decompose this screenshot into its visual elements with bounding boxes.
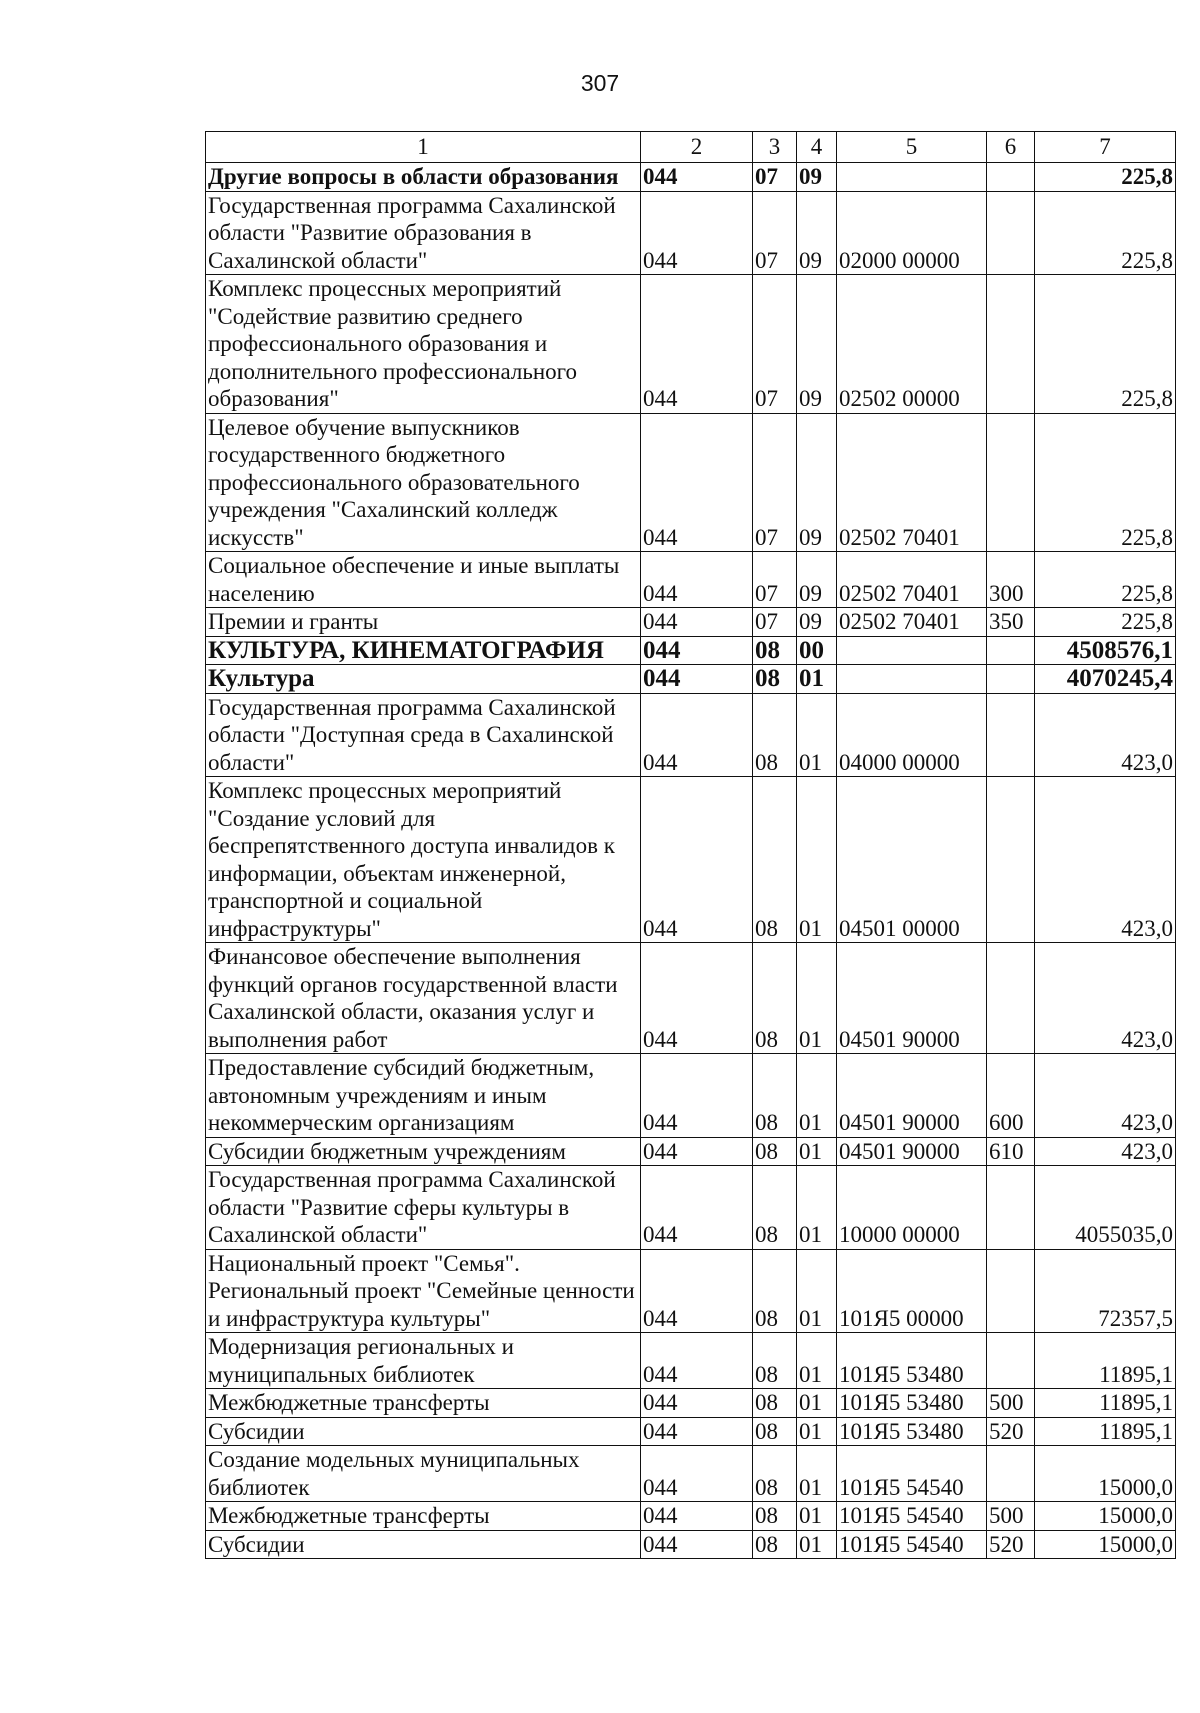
row-name-cell: Комплекс процессных мероприятий "Создание условий для беспрепятственного доступа инвалидов к информации, объектам инженерной, транспортной и социальной инфраструктуры" [206,777,641,943]
amount-cell: 11895,1 [1035,1389,1176,1418]
division-code-cell: 08 [753,943,797,1054]
division-code-cell: 07 [753,275,797,414]
section-code-cell: 044 [641,777,753,943]
row-name-cell: Социальное обеспечение и иные выплаты населению [206,552,641,608]
division-code-cell: 08 [753,1389,797,1418]
subdivision-code-cell: 01 [797,1249,837,1333]
section-code-cell: 044 [641,1502,753,1531]
subdivision-code-cell: 01 [797,777,837,943]
section-code-cell: 044 [641,1446,753,1502]
row-name-cell: Целевое обучение выпускников государственного бюджетного профессионального образовательного учреждения "Сахалинский колледж искусств" [206,413,641,552]
expense-type-cell: 300 [987,552,1035,608]
expense-type-cell: 600 [987,1054,1035,1138]
row-name-cell: Создание модельных муниципальных библиотек [206,1446,641,1502]
table-row [206,665,1176,694]
table-row [206,1137,1176,1166]
subdivision-code-cell: 01 [797,1417,837,1446]
target-article-cell: 101Я5 53480 [837,1333,987,1389]
amount-cell: 4055035,0 [1035,1166,1176,1250]
row-name-cell: Модернизация региональных и муниципальных библиотек [206,1333,641,1389]
row-name-cell: Другие вопросы в области образования [206,163,641,192]
subdivision-code-cell: 01 [797,1333,837,1389]
expense-type-cell [987,1249,1035,1333]
column-header-7: 7 [1035,132,1176,163]
target-article-cell: 04000 00000 [837,693,987,777]
row-name-cell: Национальный проект "Семья". Региональный проект "Семейные ценности и инфраструктура культуры" [206,1249,641,1333]
expense-type-cell: 520 [987,1417,1035,1446]
target-article-cell: 04501 00000 [837,777,987,943]
row-name-cell: Субсидии [206,1417,641,1446]
subdivision-code-cell: 01 [797,1389,837,1418]
target-article-cell: 101Я5 53480 [837,1389,987,1418]
table-row [206,413,1176,552]
division-code-cell: 07 [753,413,797,552]
amount-cell: 225,8 [1035,275,1176,414]
table-row [206,1446,1176,1502]
table-row [206,608,1176,637]
column-header-5: 5 [837,132,987,163]
table-row [206,1249,1176,1333]
expense-type-cell [987,1333,1035,1389]
section-code-cell: 044 [641,1137,753,1166]
target-article-cell: 101Я5 54540 [837,1446,987,1502]
division-code-cell: 08 [753,1446,797,1502]
table-row [206,1502,1176,1531]
amount-cell: 4508576,1 [1035,636,1176,665]
table-row [206,191,1176,275]
subdivision-code-cell: 09 [797,552,837,608]
expense-type-cell [987,777,1035,943]
expense-type-cell [987,1166,1035,1250]
division-code-cell: 08 [753,636,797,665]
section-code-cell: 044 [641,1054,753,1138]
row-name-cell: Межбюджетные трансферты [206,1389,641,1418]
subdivision-code-cell: 09 [797,191,837,275]
target-article-cell: 02502 00000 [837,275,987,414]
expense-type-cell: 520 [987,1530,1035,1559]
row-name-cell: Государственная программа Сахалинской области "Развитие сферы культуры в Сахалинской области" [206,1166,641,1250]
table-row [206,777,1176,943]
target-article-cell: 10000 00000 [837,1166,987,1250]
subdivision-code-cell: 01 [797,1166,837,1250]
division-code-cell: 08 [753,665,797,694]
subdivision-code-cell: 01 [797,1530,837,1559]
target-article-cell: 101Я5 53480 [837,1417,987,1446]
row-name-cell: Субсидии бюджетным учреждениям [206,1137,641,1166]
target-article-cell: 04501 90000 [837,1137,987,1166]
division-code-cell: 07 [753,163,797,192]
amount-cell: 225,8 [1035,413,1176,552]
amount-cell: 423,0 [1035,943,1176,1054]
division-code-cell: 08 [753,1249,797,1333]
amount-cell: 225,8 [1035,191,1176,275]
table-row [206,1054,1176,1138]
subdivision-code-cell: 01 [797,1054,837,1138]
column-header-2: 2 [641,132,753,163]
amount-cell: 15000,0 [1035,1502,1176,1531]
table-row [206,1530,1176,1559]
subdivision-code-cell: 01 [797,693,837,777]
expense-type-cell: 610 [987,1137,1035,1166]
row-name-cell: Финансовое обеспечение выполнения функций органов государственной власти Сахалинской области, оказания услуг и выполнения работ [206,943,641,1054]
amount-cell: 11895,1 [1035,1417,1176,1446]
row-name-cell: Комплекс процессных мероприятий "Содействие развитию среднего профессионального образования и дополнительного профессионального образования" [206,275,641,414]
row-name-cell: КУЛЬТУРА, КИНЕМАТОГРАФИЯ [206,636,641,665]
section-code-cell: 044 [641,636,753,665]
expense-type-cell: 500 [987,1502,1035,1531]
subdivision-code-cell: 09 [797,608,837,637]
amount-cell: 225,8 [1035,608,1176,637]
table-row [206,1417,1176,1446]
division-code-cell: 07 [753,552,797,608]
target-article-cell: 02000 00000 [837,191,987,275]
section-code-cell: 044 [641,413,753,552]
row-name-cell: Премии и гранты [206,608,641,637]
row-name-cell: Субсидии [206,1530,641,1559]
amount-cell: 4070245,4 [1035,665,1176,694]
division-code-cell: 08 [753,693,797,777]
subdivision-code-cell: 01 [797,1446,837,1502]
division-code-cell: 08 [753,1530,797,1559]
subdivision-code-cell: 01 [797,1137,837,1166]
section-code-cell: 044 [641,191,753,275]
row-name-cell: Межбюджетные трансферты [206,1502,641,1531]
expense-type-cell [987,191,1035,275]
table-row [206,1333,1176,1389]
budget-table [205,131,1176,1559]
subdivision-code-cell: 01 [797,665,837,694]
division-code-cell: 08 [753,1502,797,1531]
expense-type-cell [987,1446,1035,1502]
amount-cell: 423,0 [1035,1137,1176,1166]
division-code-cell: 08 [753,1417,797,1446]
expense-type-cell [987,943,1035,1054]
table-row [206,943,1176,1054]
expense-type-cell [987,693,1035,777]
amount-cell: 225,8 [1035,163,1176,192]
header-row [206,132,1176,163]
table-row [206,636,1176,665]
amount-cell: 423,0 [1035,1054,1176,1138]
target-article-cell: 04501 90000 [837,1054,987,1138]
target-article-cell: 02502 70401 [837,413,987,552]
division-code-cell: 08 [753,1137,797,1166]
subdivision-code-cell: 01 [797,943,837,1054]
expense-type-cell [987,413,1035,552]
amount-cell: 423,0 [1035,693,1176,777]
expense-type-cell [987,665,1035,694]
amount-cell: 72357,5 [1035,1249,1176,1333]
target-article-cell: 101Я5 54540 [837,1530,987,1559]
section-code-cell: 044 [641,1389,753,1418]
table-row [206,163,1176,192]
expense-type-cell: 500 [987,1389,1035,1418]
amount-cell: 423,0 [1035,777,1176,943]
section-code-cell: 044 [641,693,753,777]
amount-cell: 11895,1 [1035,1333,1176,1389]
row-name-cell: Государственная программа Сахалинской области "Развитие образования в Сахалинской области" [206,191,641,275]
target-article-cell [837,665,987,694]
division-code-cell: 08 [753,1333,797,1389]
amount-cell: 225,8 [1035,552,1176,608]
target-article-cell: 02502 70401 [837,552,987,608]
division-code-cell: 08 [753,1166,797,1250]
target-article-cell [837,163,987,192]
table-row [206,1389,1176,1418]
row-name-cell: Государственная программа Сахалинской области "Доступная среда в Сахалинской области" [206,693,641,777]
section-code-cell: 044 [641,943,753,1054]
subdivision-code-cell: 09 [797,275,837,414]
column-header-3: 3 [753,132,797,163]
division-code-cell: 08 [753,777,797,943]
table-row [206,552,1176,608]
section-code-cell: 044 [641,1249,753,1333]
target-article-cell: 04501 90000 [837,943,987,1054]
column-header-4: 4 [797,132,837,163]
column-header-1: 1 [206,132,641,163]
expense-type-cell [987,275,1035,414]
division-code-cell: 07 [753,608,797,637]
subdivision-code-cell: 09 [797,163,837,192]
section-code-cell: 044 [641,163,753,192]
subdivision-code-cell: 09 [797,413,837,552]
section-code-cell: 044 [641,1166,753,1250]
row-name-cell: Культура [206,665,641,694]
section-code-cell: 044 [641,608,753,637]
target-article-cell: 101Я5 54540 [837,1502,987,1531]
section-code-cell: 044 [641,1530,753,1559]
amount-cell: 15000,0 [1035,1446,1176,1502]
section-code-cell: 044 [641,1417,753,1446]
table-row [206,1166,1176,1250]
expense-type-cell [987,636,1035,665]
table-row [206,275,1176,414]
amount-cell: 15000,0 [1035,1530,1176,1559]
expense-type-cell: 350 [987,608,1035,637]
section-code-cell: 044 [641,275,753,414]
division-code-cell: 08 [753,1054,797,1138]
column-header-6: 6 [987,132,1035,163]
division-code-cell: 07 [753,191,797,275]
section-code-cell: 044 [641,1333,753,1389]
page-number: 307 [580,70,620,96]
target-article-cell [837,636,987,665]
subdivision-code-cell: 01 [797,1502,837,1531]
expense-type-cell [987,163,1035,192]
row-name-cell: Предоставление субсидий бюджетным, автономным учреждениям и иным некоммерческим организациям [206,1054,641,1138]
table-body [206,163,1176,1559]
target-article-cell: 02502 70401 [837,608,987,637]
section-code-cell: 044 [641,665,753,694]
table-row [206,693,1176,777]
subdivision-code-cell: 00 [797,636,837,665]
section-code-cell: 044 [641,552,753,608]
target-article-cell: 101Я5 00000 [837,1249,987,1333]
